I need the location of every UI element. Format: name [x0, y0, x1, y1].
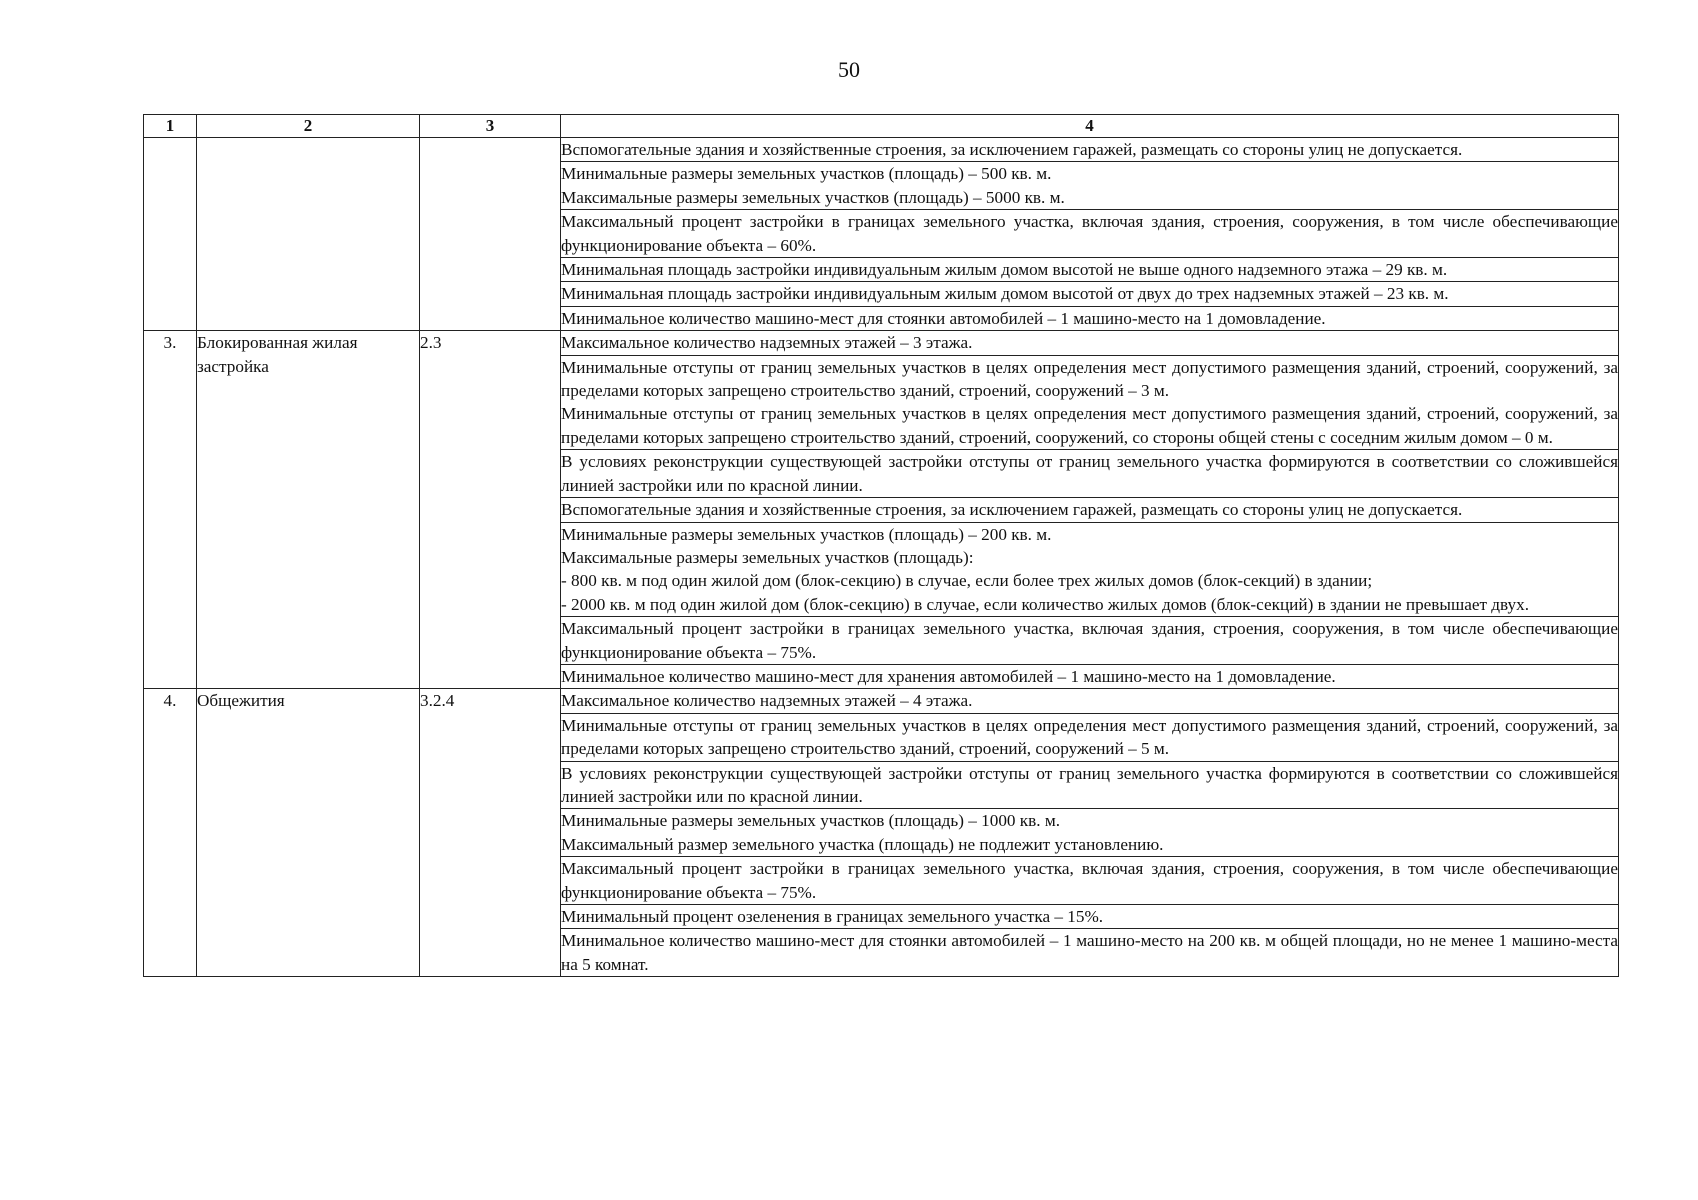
entry-number-cell — [144, 138, 197, 331]
requirement-cell: В условиях реконструкции существующей застройки отступы от границ земельного участка формируются в соответствии со сложившейся линией застройки или по красной линии. — [561, 450, 1619, 498]
land-use-name-cell: Блокированная жилая застройка — [197, 331, 420, 689]
requirement-cell: Минимальные размеры земельных участков (площадь) – 1000 кв. м. Максимальный размер земельного участка (площадь) не подлежит установлению. — [561, 809, 1619, 857]
requirement-cell: Максимальное количество надземных этажей – 3 этажа. — [561, 331, 1619, 355]
table-row — [144, 331, 1619, 355]
requirement-cell: Минимальные размеры земельных участков (площадь) – 200 кв. м. Максимальные размеры земельных участков (площадь): - 800 кв. м под один жилой дом (блок-секцию) в случае, если более трех жилых домов (блок-секций) в здании; - 2000 кв. м под один жилой дом (блок-секцию) в случае, если количество жилых домов (блок-секций) в здании не превышает двух. — [561, 522, 1619, 617]
requirement-cell: Минимальная площадь застройки индивидуальным жилым домом высотой не выше одного надземного этажа – 29 кв. м. — [561, 258, 1619, 282]
requirement-cell: Минимальное количество машино-мест для стоянки автомобилей – 1 машино-место на 1 домовладение. — [561, 306, 1619, 330]
column-header: 1 — [144, 115, 197, 138]
land-use-code-cell: 2.3 — [420, 331, 561, 689]
column-header: 3 — [420, 115, 561, 138]
land-use-name-cell: Общежития — [197, 689, 420, 977]
column-header: 4 — [561, 115, 1619, 138]
page-number: 50 — [838, 57, 860, 82]
requirement-cell: Максимальный процент застройки в границах земельного участка, включая здания, строения, сооружения, в том числе обеспечивающие функционирование объекта – 60%. — [561, 210, 1619, 258]
requirement-cell: Минимальная площадь застройки индивидуальным жилым домом высотой от двух до трех надземных этажей – 23 кв. м. — [561, 282, 1619, 306]
requirement-cell: В условиях реконструкции существующей застройки отступы от границ земельного участка формируются в соответствии со сложившейся линией застройки или по красной линии. — [561, 761, 1619, 809]
requirement-cell: Минимальное количество машино-мест для стоянки автомобилей – 1 машино-место на 200 кв. м общей площади, но не менее 1 машино-места на 5 комнат. — [561, 929, 1619, 977]
requirement-cell: Максимальное количество надземных этажей – 4 этажа. — [561, 689, 1619, 713]
zoning-regulations-table — [143, 114, 1619, 977]
requirement-cell: Максимальный процент застройки в границах земельного участка, включая здания, строения, сооружения, в том числе обеспечивающие функционирование объекта – 75%. — [561, 617, 1619, 665]
table-header-row — [144, 115, 1619, 138]
land-use-code-cell: 3.2.4 — [420, 689, 561, 977]
entry-number-cell: 3. — [144, 331, 197, 689]
requirement-cell: Минимальные отступы от границ земельных участков в целях определения мест допустимого размещения зданий, строений, сооружений, за пределами которых запрещено строительство зданий, строений, сооружений – 5 м. — [561, 713, 1619, 761]
table-row — [144, 138, 1619, 162]
requirement-cell: Минимальное количество машино-мест для хранения автомобилей – 1 машино-место на 1 домовладение. — [561, 664, 1619, 688]
land-use-code-cell — [420, 138, 561, 331]
requirement-cell: Минимальные размеры земельных участков (площадь) – 500 кв. м. Максимальные размеры земельных участков (площадь) – 5000 кв. м. — [561, 162, 1619, 210]
column-header: 2 — [197, 115, 420, 138]
land-use-name-cell — [197, 138, 420, 331]
entry-number-cell: 4. — [144, 689, 197, 977]
requirement-cell: Минимальные отступы от границ земельных участков в целях определения мест допустимого размещения зданий, строений, сооружений, за пределами которых запрещено строительство зданий, строений, сооружений – 3 м. Минимальные отступы от границ земельных участков в целях определения мест допустимого размещения зданий, строений, сооружений, за пределами которых запрещено строительство зданий, строений, сооружений, со стороны общей стены с соседним жилым домом – 0 м. — [561, 355, 1619, 450]
requirement-cell: Минимальный процент озеленения в границах земельного участка – 15%. — [561, 905, 1619, 929]
table-body — [144, 138, 1619, 977]
table-row — [144, 689, 1619, 713]
requirement-cell: Вспомогательные здания и хозяйственные строения, за исключением гаражей, размещать со стороны улиц не допускается. — [561, 138, 1619, 162]
requirement-cell: Вспомогательные здания и хозяйственные строения, за исключением гаражей, размещать со стороны улиц не допускается. — [561, 498, 1619, 522]
requirement-cell: Максимальный процент застройки в границах земельного участка, включая здания, строения, сооружения, в том числе обеспечивающие функционирование объекта – 75%. — [561, 857, 1619, 905]
